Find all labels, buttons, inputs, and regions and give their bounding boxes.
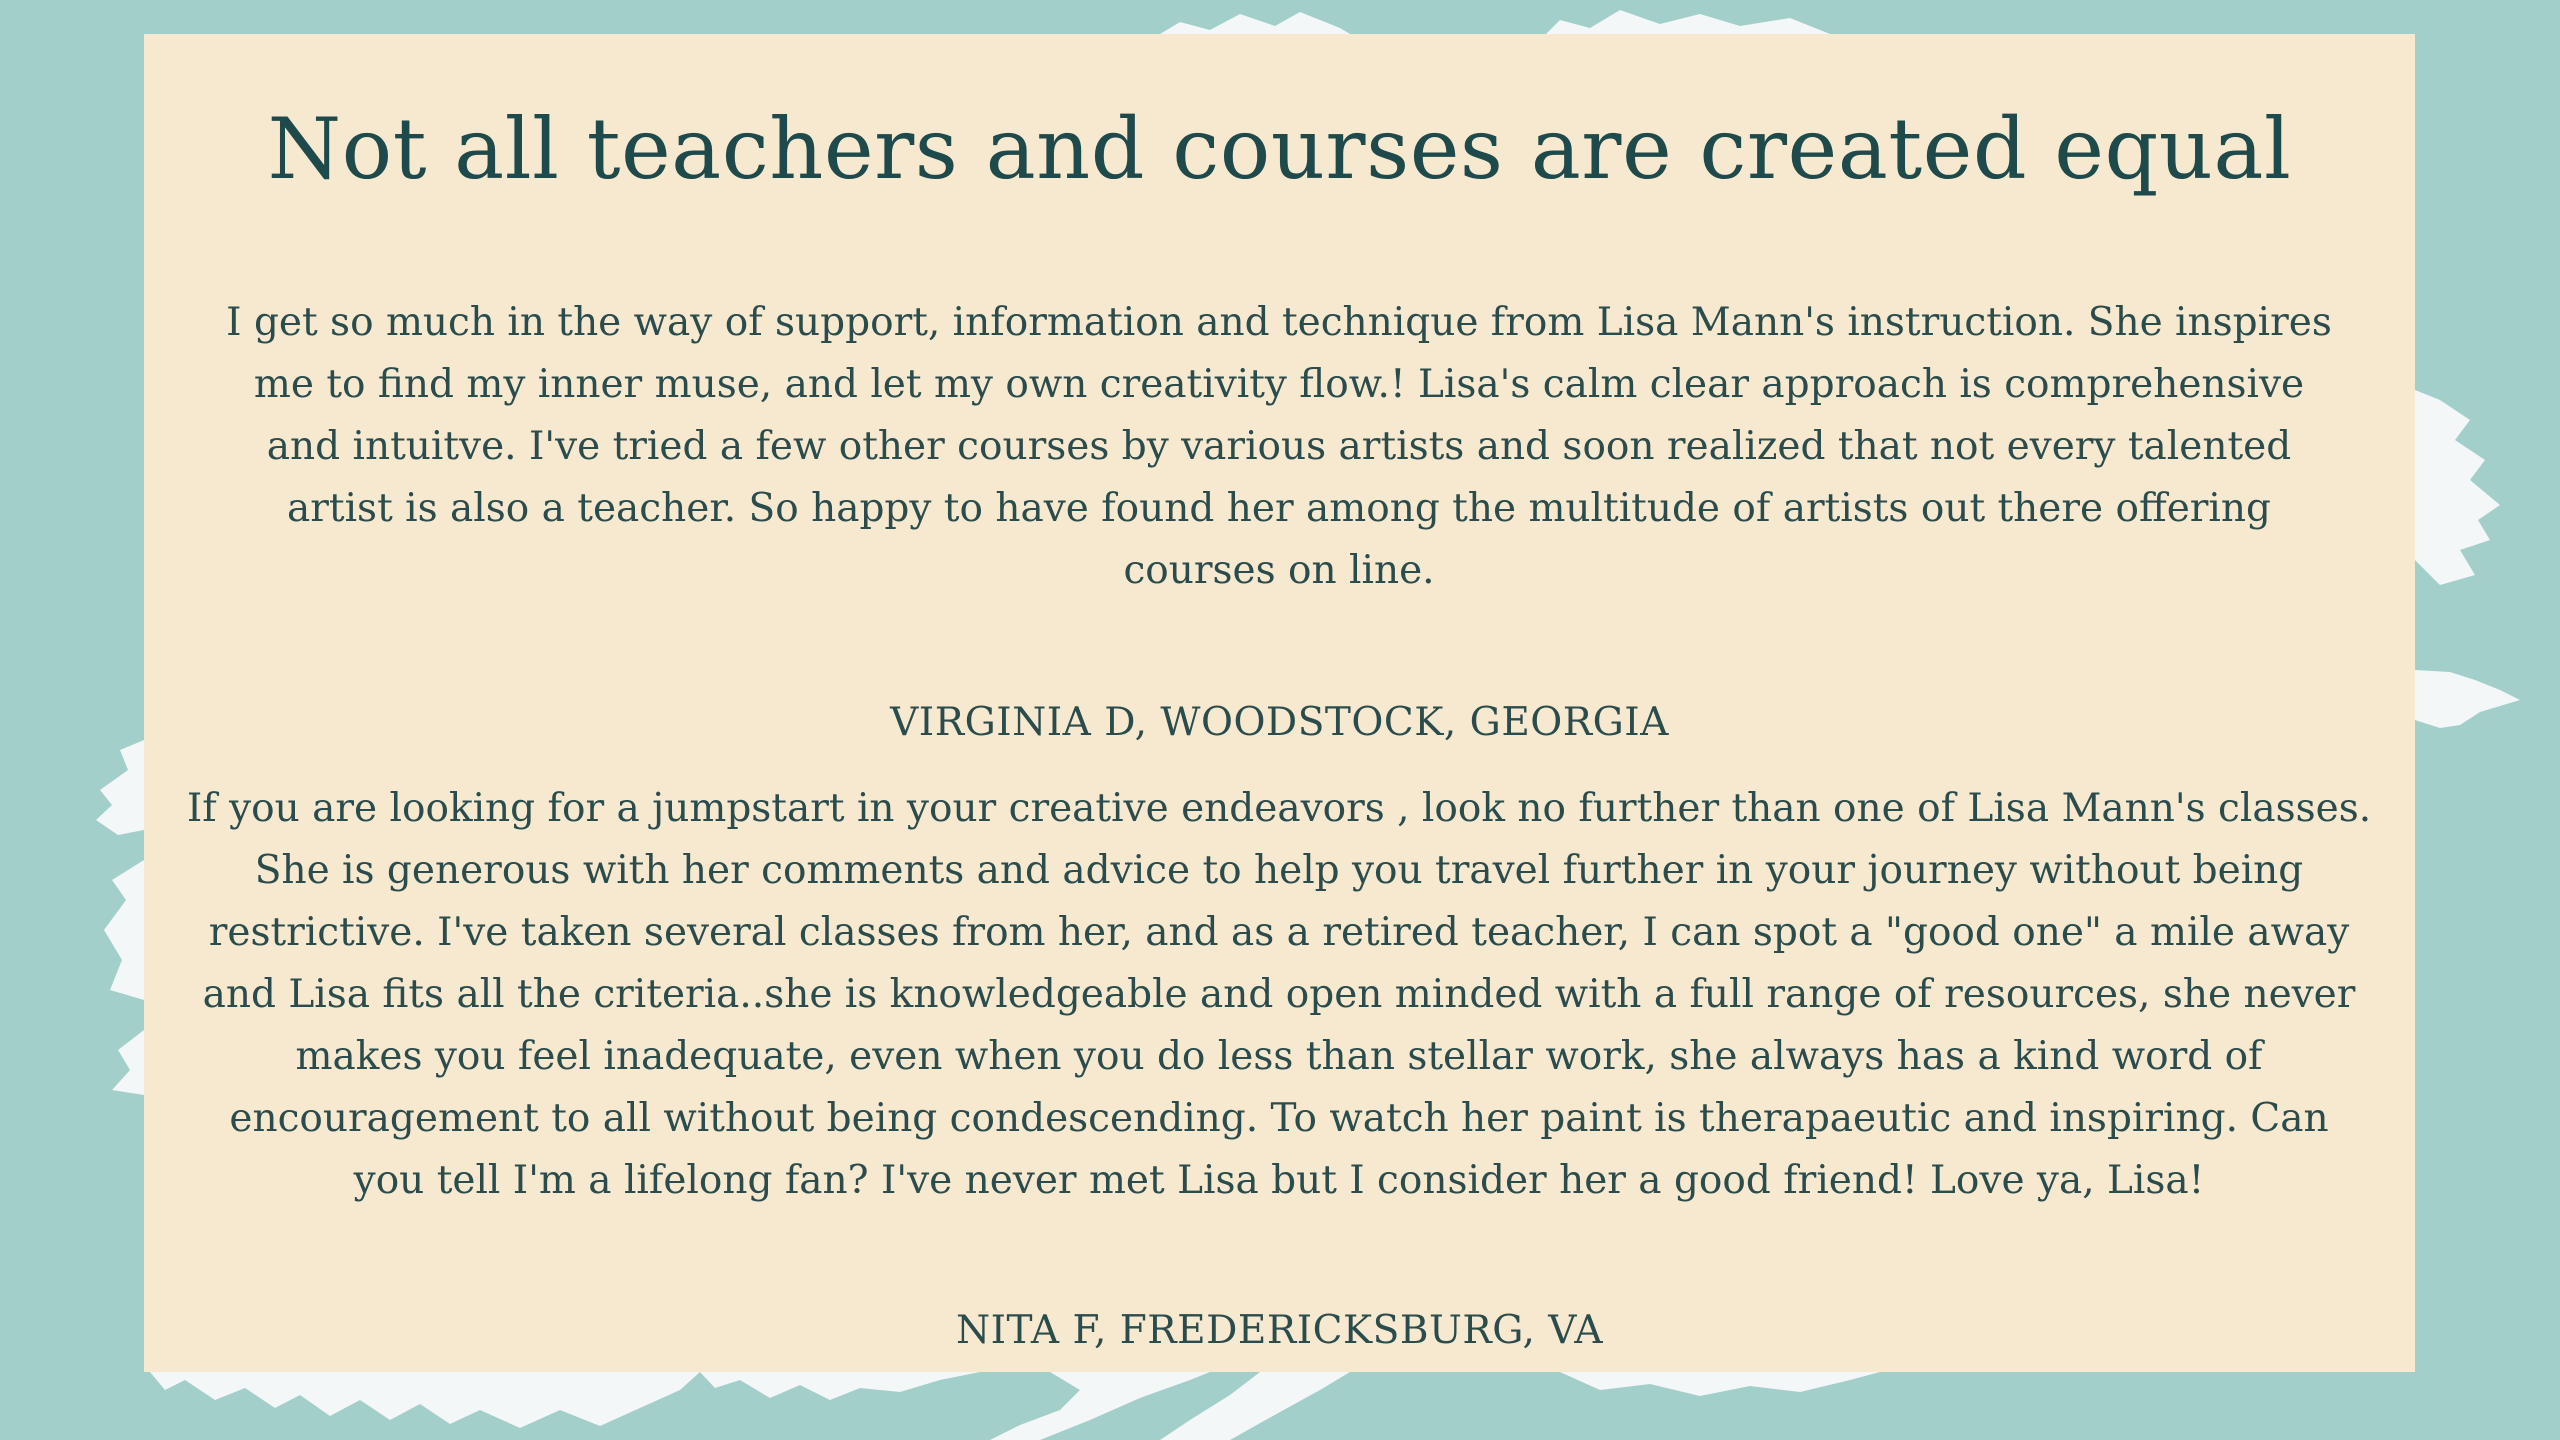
brush-stroke-right (2415, 670, 2520, 728)
testimonial-card (144, 34, 2415, 1372)
testimonial-quote: If you are looking for a jumpstart in your creative endeavors , look no further than one of Lisa Mann's classes. She is generous with her comments and advice to help you travel further in your journey without being restrictive. I've taken several classes from her, and as a retired teacher, I can spot a "good one" a mile away and Lisa fits all the criteria..she is knowledgeable and open minded with a full range of resources, she never makes you feel inadequate, even when you do less than stellar work, she always has a kind word of encouragement to all without being condescending. To watch her paint is therapaeutic and inspiring. Can you tell I'm a lifelong fan? I've never met Lisa but I consider her a good friend! Love ya, Lisa! (186, 786, 2372, 1203)
testimonial-quote: I get so much in the way of support, information and technique from Lisa Mann's instruction. She inspires me to find my inner muse, and let my own creativity flow.! Lisa's calm clear approach is comprehensive and intuitve. I've tried a few other courses by various artists and soon realized that not every talented artist is also a teacher. So happy to have found her among the multitude of artists out there offering courses on line. (226, 300, 2332, 593)
brush-stroke-bottom (150, 1372, 700, 1428)
brush-stroke-left (104, 860, 144, 1000)
brush-stroke-right (2415, 390, 2500, 585)
brush-stroke-bottom (700, 1372, 980, 1400)
testimonial-author: VIRGINIA D, WOODSTOCK, GEORGIA (890, 700, 1669, 745)
testimonial-author: NITA F, FREDERICKSBURG, VA (956, 1308, 1603, 1353)
brush-stroke-bottom (1560, 1372, 1880, 1396)
page-title: Not all teachers and courses are created equal (267, 100, 2292, 198)
brush-stroke-left (112, 1030, 144, 1095)
brush-stroke-bottom (1160, 1372, 1350, 1440)
brush-stroke-left (96, 740, 144, 835)
